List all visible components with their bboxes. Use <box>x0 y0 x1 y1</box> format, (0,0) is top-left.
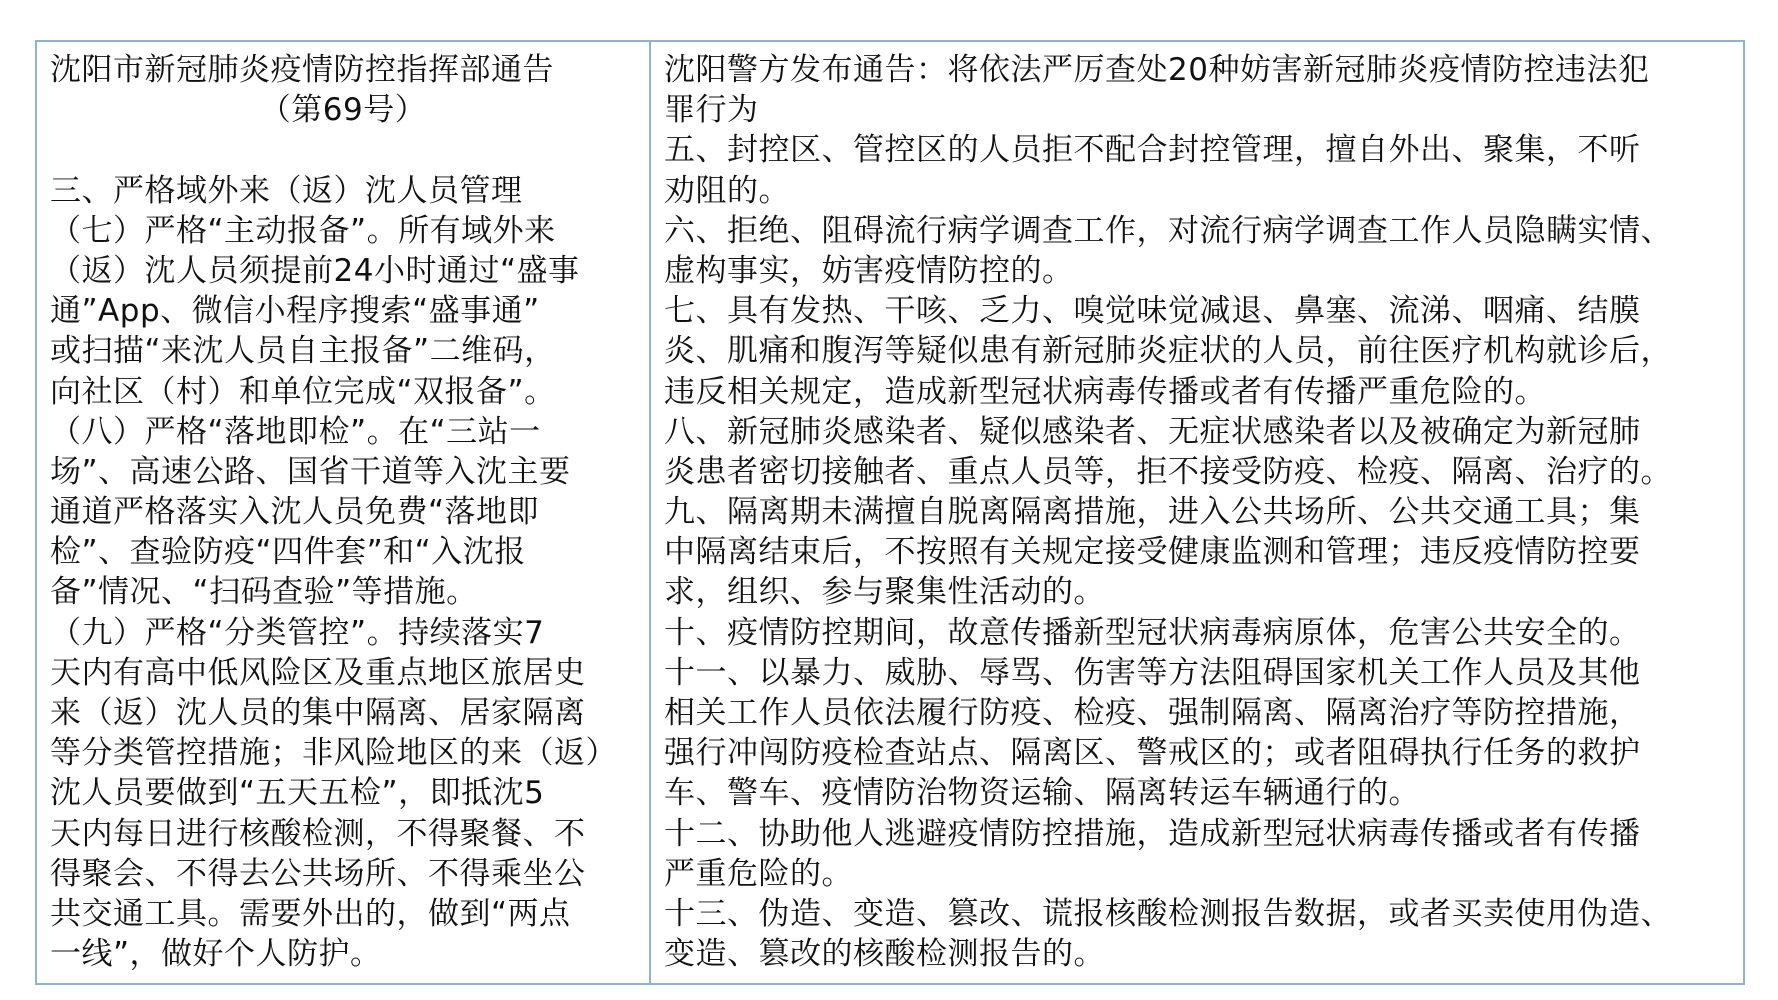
right-line: 罪行为 <box>664 92 759 129</box>
right-line: 六、拒绝、阻碍流行病学调查工作，对流行病学调查工作人员隐瞒实情、 <box>664 212 1672 249</box>
left-body-line: 天内有高中低风险区及重点地区旅居史 <box>50 654 586 691</box>
left-body-line: 备”情况、“扫码查验”等措施。 <box>50 574 478 611</box>
left-body-line: （九）严格“分类管控”。持续落实7 <box>50 614 545 651</box>
left-body-line: （返）沈人员须提前24小时通过“盛事 <box>50 252 580 289</box>
right-line: 十一、以暴力、威胁、辱骂、伤害等方法阻碍国家机关工作人员及其他 <box>664 654 1641 691</box>
left-body-line: （七）严格“主动报备”。所有域外来 <box>50 212 556 249</box>
right-line: 八、新冠肺炎感染者、疑似感染者、无症状感染者以及被确定为新冠肺 <box>664 413 1641 450</box>
left-body-line: 等分类管控措施；非风险地区的来（返） <box>50 735 617 772</box>
left-body-line: 向社区（村）和单位完成“双报备”。 <box>50 373 556 410</box>
right-line: 十二、协助他人逃避疫情防控措施，造成新型冠状病毒传播或者有传播 <box>664 815 1641 852</box>
left-body-line: 得聚会、不得去公共场所、不得乘坐公 <box>50 855 586 892</box>
left-body-line: 或扫描“来沈人员自主报备”二维码， <box>50 333 556 370</box>
right-line: 强行冲闯防疫检查站点、隔离区、警戒区的；或者阻碍执行任务的救护 <box>664 735 1641 772</box>
left-body-line: 场”、高速公路、国省干道等入沈主要 <box>50 453 571 490</box>
right-line: 求，组织、参与聚集性活动的。 <box>664 574 1105 611</box>
left-body-line: 天内每日进行核酸检测，不得聚餐、不 <box>50 815 586 852</box>
left-body-line: 通道严格落实入沈人员免费“落地即 <box>50 494 540 531</box>
right-line: 虚构事实，妨害疫情防控的。 <box>664 252 1074 289</box>
right-line: 九、隔离期未满擅自脱离隔离措施，进入公共场所、公共交通工具；集 <box>664 494 1641 531</box>
right-column-police-notice <box>651 42 1743 983</box>
left-body-line: 通”App、微信小程序搜索“盛事通” <box>50 293 540 330</box>
left-body-line: 一线”，做好个人防护。 <box>50 936 382 973</box>
right-line: 五、封控区、管控区的人员拒不配合封控管理，擅自外出、聚集，不听 <box>664 132 1641 169</box>
right-line: 严重危险的。 <box>664 855 853 892</box>
right-line: 车、警车、疫情防治物资运输、隔离转运车辆通行的。 <box>664 775 1420 812</box>
left-body-line: 检”、查验防疫“四件套”和“入沈报 <box>50 534 526 571</box>
right-line: 炎患者密切接触者、重点人员等，拒不接受防疫、检疫、隔离、治疗的。 <box>664 453 1672 490</box>
right-line: 炎、肌痛和腹泻等疑似患有新冠肺炎症状的人员，前往医疗机构就诊后， <box>664 333 1672 370</box>
left-body-line: 沈人员要做到“五天五检”，即抵沈5 <box>50 775 545 812</box>
right-line: 违反相关规定，造成新型冠状病毒传播或者有传播严重危险的。 <box>664 373 1546 410</box>
right-line: 变造、篡改的核酸检测报告的。 <box>664 936 1105 973</box>
left-body-line: 来（返）沈人员的集中隔离、居家隔离 <box>50 695 586 731</box>
left-body-line: （八）严格“落地即检”。在“三站一 <box>50 413 541 450</box>
right-line: 十三、伪造、变造、篡改、谎报核酸检测报告数据，或者买卖使用伪造、 <box>664 895 1672 932</box>
right-line: 相关工作人员依法履行防疫、检疫、强制隔离、隔离治疗等防控措施， <box>664 695 1641 731</box>
left-subtitle: （第69号） <box>259 92 427 129</box>
right-line: 沈阳警方发布通告：将依法严厉查处20种妨害新冠肺炎疫情防控违法犯 <box>664 52 1650 88</box>
right-line: 七、具有发热、干咳、乏力、嗅觉味觉减退、鼻塞、流涕、咽痛、结膜 <box>664 293 1641 330</box>
left-title: 沈阳市新冠肺炎疫情防控指挥部通告 <box>50 52 554 88</box>
notice-table <box>35 40 1745 985</box>
right-line: 十、疫情防控期间，故意传播新型冠状病毒病原体，危害公共安全的。 <box>664 614 1641 651</box>
right-line: 中隔离结束后，不按照有关规定接受健康监测和管理；违反疫情防控要 <box>664 534 1641 571</box>
right-line: 劝阻的。 <box>664 172 790 209</box>
left-body-line: 三、严格域外来（返）沈人员管理 <box>50 172 523 209</box>
left-body-line: 共交通工具。需要外出的，做到“两点 <box>50 895 571 932</box>
spacer <box>50 130 649 170</box>
left-column-notice-69 <box>37 42 651 983</box>
